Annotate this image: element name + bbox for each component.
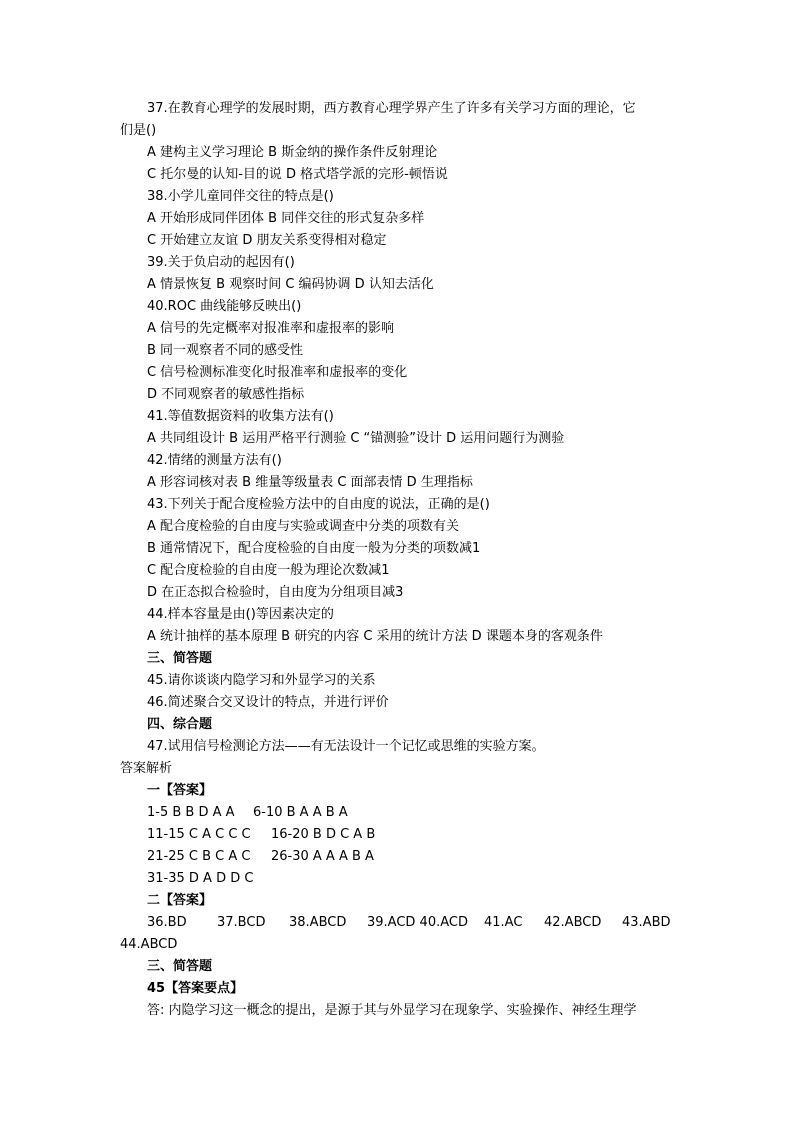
option-line: A 开始形成同伴团体 B 同伴交往的形式复杂多样 <box>147 211 425 226</box>
answer-item: 41.AC <box>484 915 523 930</box>
answer-row <box>147 802 707 824</box>
question-46: 46.简述聚合交叉设计的特点，并进行评价 <box>147 695 389 710</box>
answer-range: 16-20 B D C A B <box>271 827 376 842</box>
option-line: C 配合度检验的自由度一般为理论次数减1 <box>147 563 390 578</box>
option-line: D 不同观察者的敏感性指标 <box>147 387 305 402</box>
answers-heading: 答案解析 <box>120 761 173 776</box>
answer-row <box>147 824 707 846</box>
answer-row <box>147 868 707 890</box>
option-line: A 形容词核对表 B 维量等级量表 C 面部表情 D 生理指标 <box>147 475 473 490</box>
option-line: A 共同组设计 B 运用严格平行测验 C “锚测验”设计 D 运用问题行为测验 <box>147 431 565 446</box>
question-41: 41.等值数据资料的收集方法有() <box>147 409 334 424</box>
option-line: B 同一观察者不同的感受性 <box>147 343 304 358</box>
question-42: 42.情绪的测量方法有() <box>147 453 282 468</box>
question-40: 40.ROC 曲线能够反映出() <box>147 299 302 314</box>
q45-answer: 答: 内隐学习这一概念的提出，是源于其与外显学习在现象学、实验操作、神经生理学 <box>147 1003 637 1018</box>
answer-row <box>147 846 707 868</box>
question-43: 43.下列关于配合度检验方法中的自由度的说法，正确的是() <box>147 497 490 512</box>
question-37-line2: 们是() <box>120 123 157 138</box>
question-47: 47.试用信号检测论方法——有无法设计一个记忆或思维的实验方案。 <box>147 739 545 754</box>
answer-item: 39.ACD 40.ACD <box>367 915 468 930</box>
answer-range: 21-25 C B C A C <box>147 849 251 864</box>
option-line: A 统计抽样的基本原理 B 研究的内容 C 采用的统计方法 D 课题本身的客观条件 <box>147 629 603 644</box>
answer-range: 1-5 B B D A A <box>147 805 235 820</box>
answer-wrap: 44.ABCD <box>120 937 178 952</box>
answer-item: 38.ABCD <box>289 915 347 930</box>
answer-item: 37.BCD <box>217 915 266 930</box>
question-39: 39.关于负启动的起因有() <box>147 255 295 270</box>
answer-range: 6-10 B A A B A <box>253 805 348 820</box>
option-line: C 托尔曼的认知-目的说 D 格式塔学派的完形-顿悟说 <box>147 167 448 182</box>
option-line: C 信号检测标准变化时报准率和虚报率的变化 <box>147 365 408 380</box>
answers-part2-title: 二【答案】 <box>147 893 213 908</box>
option-line: A 配合度检验的自由度与实验或调查中分类的项数有关 <box>147 519 460 534</box>
option-line: D 在正态拟合检验时，自由度为分组项目减3 <box>147 585 404 600</box>
answer-range: 26-30 A A A B A <box>271 849 374 864</box>
answer-item: 42.ABCD <box>544 915 602 930</box>
option-line: C 开始建立友谊 D 朋友关系变得相对稳定 <box>147 233 387 248</box>
answers-part3-title: 三、简答题 <box>147 959 213 974</box>
option-line: A 情景恢复 B 观察时间 C 编码协调 D 认知去活化 <box>147 277 434 292</box>
answer-item: 36.BD <box>147 915 187 930</box>
question-37-line1: 37.在教育心理学的发展时期，西方教育心理学界产生了许多有关学习方面的理论，它 <box>147 101 636 116</box>
answer-item: 43.ABD <box>622 915 671 930</box>
q45-key-points-title: 45【答案要点】 <box>147 981 244 996</box>
section-4-title: 四、综合题 <box>147 717 213 732</box>
option-line: A 建构主义学习理论 B 斯金纳的操作条件反射理论 <box>147 145 438 160</box>
option-line: A 信号的先定概率对报准率和虚报率的影响 <box>147 321 395 336</box>
section-3-title: 三、简答题 <box>147 651 213 666</box>
answer-range: 11-15 C A C C C <box>147 827 251 842</box>
option-line: B 通常情况下，配合度检验的自由度一般为分类的项数减1 <box>147 541 481 556</box>
question-45: 45.请你谈谈内隐学习和外显学习的关系 <box>147 673 376 688</box>
answer-row <box>147 912 677 934</box>
answer-range: 31-35 D A D D C <box>147 871 254 886</box>
question-38: 38.小学儿童同伴交往的特点是() <box>147 189 334 204</box>
question-44: 44.样本容量是由()等因素决定的 <box>147 607 334 622</box>
answers-part1-title: 一【答案】 <box>147 783 213 798</box>
